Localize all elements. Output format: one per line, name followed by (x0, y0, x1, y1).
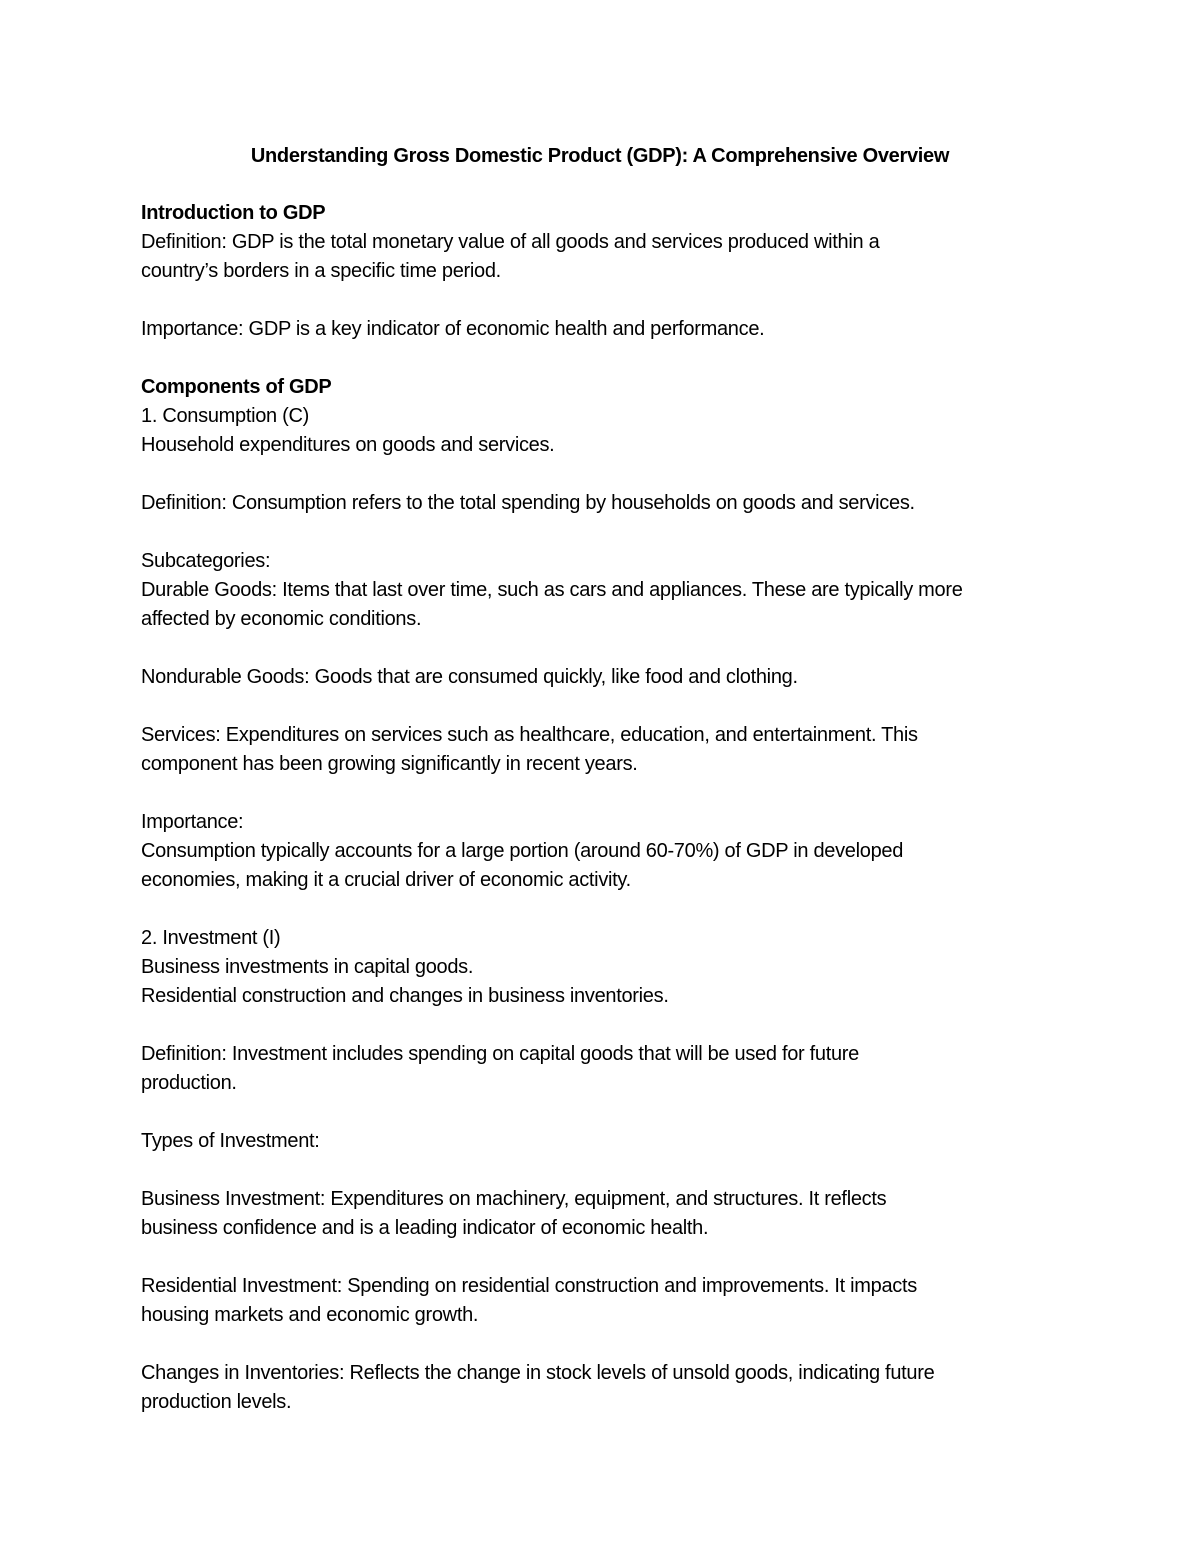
consumption-title: 1. Consumption (C) (141, 405, 309, 427)
investment-summary-line1: Business investments in capital goods. (141, 956, 474, 978)
intro-importance: Importance: GDP is a key indicator of economic health and performance. (141, 318, 765, 340)
spacer (141, 460, 1071, 489)
consumption-definition: Definition: Consumption refers to the total spending by households on goods and services. (141, 492, 915, 514)
spacer (141, 1098, 1071, 1127)
spacer (141, 634, 1071, 663)
residential-investment-line2: housing markets and economic growth. (141, 1304, 479, 1326)
durable-goods-line2: affected by economic conditions. (141, 608, 422, 630)
services-line1: Services: Expenditures on services such as healthcare, education, and entertainment. This (141, 724, 918, 746)
spacer (141, 895, 1071, 924)
consumption-importance-label: Importance: (141, 811, 244, 833)
spacer (141, 344, 1071, 373)
spacer (141, 286, 1071, 315)
residential-investment-line1: Residential Investment: Spending on residential construction and improvements. It impacts (141, 1275, 917, 1297)
consumption-summary: Household expenditures on goods and services. (141, 434, 555, 456)
components-heading: Components of GDP (141, 376, 332, 398)
services-line2: component has been growing significantly in recent years. (141, 753, 638, 775)
spacer (141, 1011, 1071, 1040)
document-body (141, 142, 1071, 1417)
durable-goods-line1: Durable Goods: Items that last over time, such as cars and appliances. These are typically more (141, 579, 963, 601)
consumption-importance-line1: Consumption typically accounts for a large portion (around 60-70%) of GDP in developed (141, 840, 904, 862)
spacer (141, 1156, 1071, 1185)
inventories-line2: production levels. (141, 1391, 292, 1413)
nondurable-goods: Nondurable Goods: Goods that are consumed quickly, like food and clothing. (141, 666, 798, 688)
consumption-importance-line2: economies, making it a crucial driver of economic activity. (141, 869, 631, 891)
intro-definition-line2: country’s borders in a specific time period. (141, 260, 501, 282)
investment-title: 2. Investment (I) (141, 927, 281, 949)
spacer (141, 779, 1071, 808)
business-investment-line1: Business Investment: Expenditures on machinery, equipment, and structures. It reflects (141, 1188, 887, 1210)
investment-types-label: Types of Investment: (141, 1130, 320, 1152)
spacer (141, 1330, 1071, 1359)
inventories-line1: Changes in Inventories: Reflects the change in stock levels of unsold goods, indicating future (141, 1362, 935, 1384)
spacer (141, 518, 1071, 547)
spacer (141, 692, 1071, 721)
intro-definition-line1: Definition: GDP is the total monetary value of all goods and services produced within a (141, 231, 880, 253)
spacer (141, 1243, 1071, 1272)
document-title: Understanding Gross Domestic Product (GDP): A Comprehensive Overview (250, 145, 950, 167)
intro-heading: Introduction to GDP (141, 202, 326, 224)
investment-definition-line1: Definition: Investment includes spending on capital goods that will be used for future (141, 1043, 859, 1065)
investment-definition-line2: production. (141, 1072, 237, 1094)
business-investment-line2: business confidence and is a leading indicator of economic health. (141, 1217, 709, 1239)
subcategories-label: Subcategories: (141, 550, 271, 572)
investment-summary-line2: Residential construction and changes in business inventories. (141, 985, 669, 1007)
